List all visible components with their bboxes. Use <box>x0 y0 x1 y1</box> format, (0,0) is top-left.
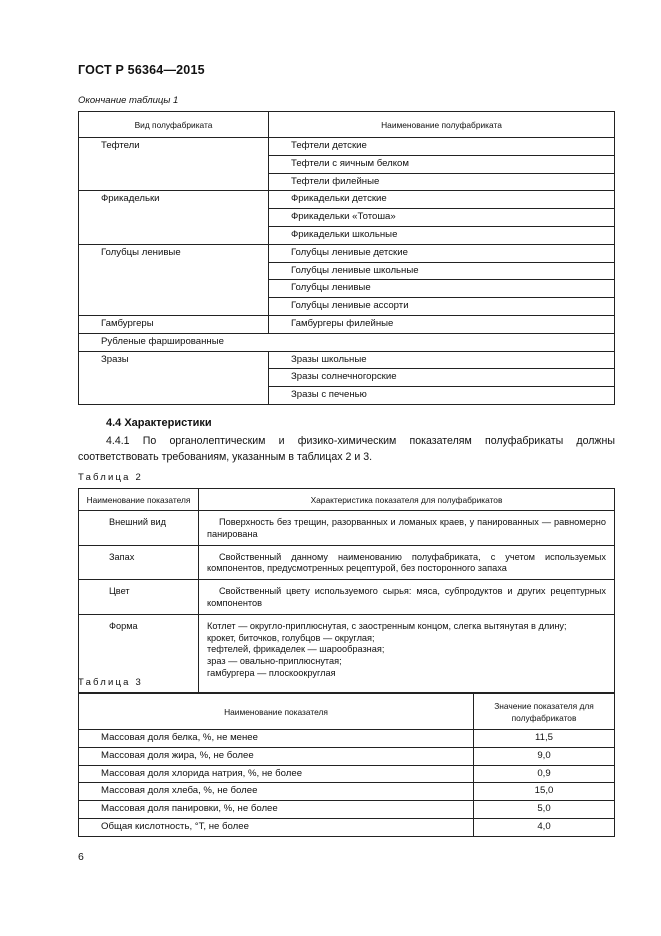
section-title: 4.4 Характеристики <box>106 417 212 429</box>
table1-name-cell: Голубцы ленивые школьные <box>269 262 615 280</box>
table3-name-cell: Массовая доля белка, %, не менее <box>79 730 474 748</box>
table3-row <box>79 783 615 801</box>
table1-kind-cell: Зразы <box>79 351 269 404</box>
table1-kind-cell: Голубцы ленивые <box>79 244 269 315</box>
paragraph-number: 4.4.1 <box>106 435 130 447</box>
table2-desc-line <box>207 517 606 541</box>
table2-desc-text: гамбургера — плоскоокруглая <box>207 667 336 678</box>
table2-desc-text: Свойственный данному наименованию полуфабриката, с учетом используемых компонентов, предусмотренных рецептурой, без посторонного запаха <box>207 551 606 574</box>
table3-caption: Таблица 3 <box>78 677 143 688</box>
table3-row <box>79 730 615 748</box>
table2-desc-line <box>207 633 606 645</box>
table1-row <box>79 351 615 369</box>
table1-kind-cell: Фрикадельки <box>79 191 269 244</box>
table3-col-header: Значение показателя для полуфабрикатов <box>474 694 615 730</box>
table1-kind-cell: Гамбургеры <box>79 315 269 333</box>
table1-row <box>79 244 615 262</box>
table1 <box>78 111 615 405</box>
table3-header-row <box>79 694 615 730</box>
table3-value-cell: 5,0 <box>474 801 615 819</box>
table2-desc-text: Котлет — округло-приплюснутая, с заостренным концом, слегка вытянутая в длину; <box>207 620 567 631</box>
table2-desc-line <box>207 621 606 633</box>
table3-col-header: Наименование показателя <box>79 694 474 730</box>
table2-desc-cell <box>199 511 615 546</box>
table2-row <box>79 511 615 546</box>
table2-row <box>79 614 615 692</box>
table3-row <box>79 818 615 836</box>
table1-col-header: Наименование полуфабриката <box>269 112 615 138</box>
table2-col-header: Наименование показателя <box>79 489 199 511</box>
table3-row <box>79 747 615 765</box>
table3-name-cell: Массовая доля хлеба, %, не более <box>79 783 474 801</box>
table1-caption: Окончание таблицы 1 <box>78 95 179 106</box>
document-code: ГОСТ Р 56364—2015 <box>78 63 205 77</box>
section-paragraph <box>78 433 615 465</box>
table3-name-cell: Массовая доля панировки, %, не более <box>79 801 474 819</box>
table2-caption: Таблица 2 <box>78 472 143 483</box>
table1-col-header: Вид полуфабриката <box>79 112 269 138</box>
table1-name-cell: Голубцы ленивые ассорти <box>269 298 615 316</box>
table2-header-row <box>79 489 615 511</box>
table3-value-cell: 4,0 <box>474 818 615 836</box>
table1-name-cell: Зразы с печенью <box>269 387 615 405</box>
table1-name-cell: Фрикадельки школьные <box>269 226 615 244</box>
table3-name-cell: Массовая доля жира, %, не более <box>79 747 474 765</box>
table1-header-row <box>79 112 615 138</box>
table1-row <box>79 191 615 209</box>
table2-desc-line <box>207 586 606 610</box>
table2-desc-text: Поверхность без трещин, разорванных и ломаных краев, у панированных — равномерно панирована <box>207 517 606 539</box>
table2-desc-line <box>207 552 606 576</box>
table3-row <box>79 801 615 819</box>
paragraph-text: По органолептическим и физико-химическим показателям полуфабрикаты должны соответствовать требованиям, указанным в таблицах 2 и 3. <box>78 435 615 463</box>
table2-desc-line <box>207 668 606 680</box>
page-number: 6 <box>78 851 84 863</box>
table1-row <box>79 333 615 351</box>
table2-row <box>79 580 615 615</box>
table1-row <box>79 315 615 333</box>
table2-desc-text: зраз — овально-приплюснутая; <box>207 656 342 667</box>
table1-row <box>79 138 615 156</box>
table1-name-cell: Зразы солнечногорские <box>269 369 615 387</box>
table2-desc-cell <box>199 545 615 580</box>
table1-name-cell: Тефтели с яичным белком <box>269 155 615 173</box>
table3-value-cell: 9,0 <box>474 747 615 765</box>
table2-desc-text: тефтелей, фрикаделек — шарообразная; <box>207 644 385 655</box>
table1-name-cell: Фрикадельки «Тотоша» <box>269 209 615 227</box>
table2-name-cell: Цвет <box>79 580 199 615</box>
table2-name-cell: Запах <box>79 545 199 580</box>
table1-name-cell: Гамбургеры филейные <box>269 315 615 333</box>
table3-row <box>79 765 615 783</box>
table2-desc-line <box>207 656 606 668</box>
table3-value-cell: 11,5 <box>474 730 615 748</box>
table2-col-header: Характеристика показателя для полуфабрикатов <box>199 489 615 511</box>
table3-value-cell: 0,9 <box>474 765 615 783</box>
table1-name-cell: Тефтели детские <box>269 138 615 156</box>
table1-name-cell: Фрикадельки детские <box>269 191 615 209</box>
table1-kind-cell: Тефтели <box>79 138 269 191</box>
table2-desc-text: крокет, биточков, голубцов — округлая; <box>207 632 375 643</box>
table3-name-cell: Массовая доля хлорида натрия, %, не более <box>79 765 474 783</box>
table3 <box>78 693 615 837</box>
table2-desc-cell <box>199 614 615 692</box>
table1-name-cell: Голубцы ленивые детские <box>269 244 615 262</box>
table2-name-cell: Внешний вид <box>79 511 199 546</box>
table2-row <box>79 545 615 580</box>
table1-name-cell: Тефтели филейные <box>269 173 615 191</box>
table2 <box>78 488 615 693</box>
table1-name-cell: Зразы школьные <box>269 351 615 369</box>
table3-name-cell: Общая кислотность, °Т, не более <box>79 818 474 836</box>
table2-desc-line <box>207 644 606 656</box>
table1-kind-cell: Рубленые фаршированные <box>79 333 615 351</box>
table1-name-cell: Голубцы ленивые <box>269 280 615 298</box>
table2-name-cell: Форма <box>79 614 199 692</box>
table2-desc-cell <box>199 580 615 615</box>
table2-desc-text: Свойственный цвету используемого сырья: мяса, субпродуктов и других рецептурных компонентов <box>207 586 606 608</box>
table3-value-cell: 15,0 <box>474 783 615 801</box>
